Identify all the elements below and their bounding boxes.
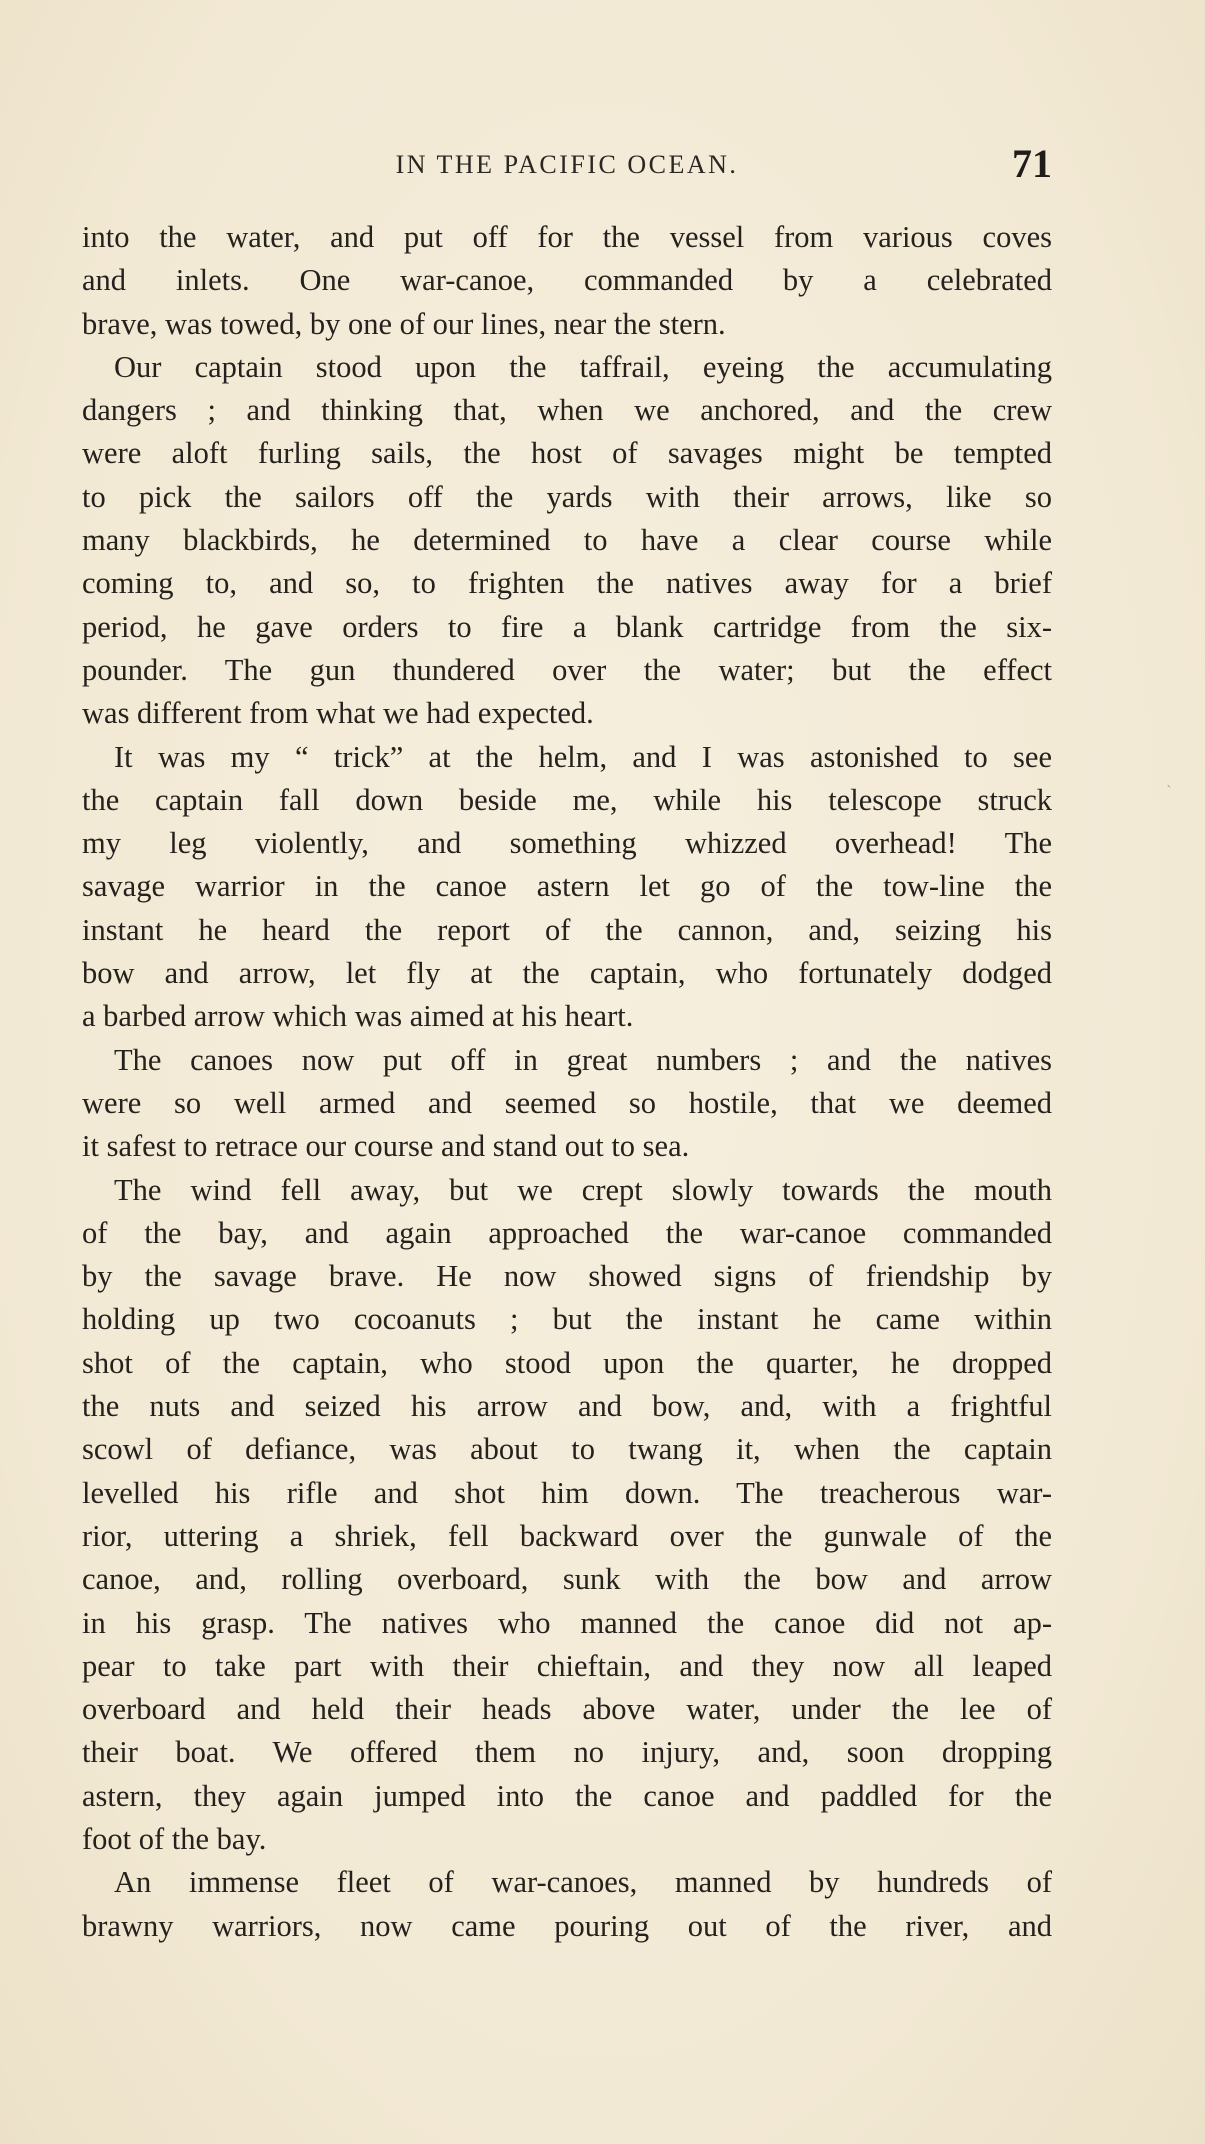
- text-line: period, he gave orders to fire a blank cartridge from the six-: [82, 609, 1052, 644]
- text-line: scowl of defiance, was about to twang it, when the captain: [82, 1432, 1052, 1467]
- text-line: the nuts and seized his arrow and bow, and, with a frightful: [82, 1389, 1052, 1424]
- text-line: were aloft furling sails, the host of savages might be tempted: [82, 436, 1052, 471]
- paragraph: [82, 346, 1052, 736]
- text-line: foot of the bay.: [82, 1821, 267, 1856]
- text-line: the captain fall down beside me, while his telescope struck: [82, 782, 1052, 817]
- text-line: into the water, and put off for the vessel from various coves: [82, 220, 1052, 254]
- text-line: pear to take part with their chieftain, and they now all leaped: [82, 1648, 1052, 1683]
- text-line: in his grasp. The natives who manned the canoe did not ap-: [82, 1605, 1052, 1640]
- paragraph: [82, 736, 1052, 1039]
- text-line: many blackbirds, he determined to have a clear course while: [82, 523, 1052, 558]
- text-line: canoe, and, rolling overboard, sunk with the bow and arrow: [82, 1562, 1052, 1597]
- text-line: The wind fell away, but we crept slowly towards the mouth: [114, 1172, 1052, 1207]
- text-line: pounder. The gun thundered over the water; but the effect: [82, 652, 1052, 687]
- text-line: An immense fleet of war-canoes, manned by hundreds of: [114, 1865, 1052, 1900]
- paragraph: [82, 1039, 1052, 1169]
- text-line: their boat. We offered them no injury, and, soon dropping: [82, 1735, 1052, 1770]
- text-line: of the bay, and again approached the war-canoe commanded: [82, 1215, 1052, 1250]
- text-line: The canoes now put off in great numbers ; and the natives: [114, 1042, 1052, 1077]
- text-line: it safest to retrace our course and stand out to sea.: [82, 1129, 690, 1164]
- text-line: a barbed arrow which was aimed at his heart.: [82, 999, 634, 1034]
- paragraph: [82, 1861, 1052, 1948]
- margin-mark: ˎ: [1166, 772, 1173, 788]
- text-line: rior, uttering a shriek, fell backward over the gunwale of the: [82, 1518, 1052, 1553]
- paragraph: [82, 216, 1052, 346]
- text-line: were so well armed and seemed so hostile, that we deemed: [82, 1085, 1052, 1120]
- text-line: savage warrior in the canoe astern let go of the tow-line the: [82, 869, 1052, 904]
- text-line: was different from what we had expected.: [82, 696, 594, 731]
- body-text: [82, 216, 1052, 1948]
- text-line: coming to, and so, to frighten the natives away for a brief: [82, 566, 1052, 601]
- text-line: instant he heard the report of the cannon, and, seizing his: [82, 912, 1052, 947]
- paragraph: [82, 1169, 1052, 1862]
- page-header: [82, 140, 1052, 190]
- text-line: bow and arrow, let fly at the captain, who fortunately dodged: [82, 956, 1052, 991]
- text-line: shot of the captain, who stood upon the quarter, he dropped: [82, 1345, 1052, 1380]
- text-line: dangers ; and thinking that, when we anchored, and the crew: [82, 393, 1052, 428]
- text-line: Our captain stood upon the taffrail, eyeing the accumulating: [114, 349, 1052, 384]
- text-line: and inlets. One war-canoe, commanded by a celebrated: [82, 263, 1052, 298]
- text-line: It was my “ trick” at the helm, and I was astonished to see: [114, 739, 1052, 774]
- text-line: brave, was towed, by one of our lines, near the stern.: [82, 306, 726, 341]
- text-line: holding up two cocoanuts ; but the instant he came within: [82, 1302, 1052, 1337]
- running-head: IN THE PACIFIC OCEAN.: [395, 150, 739, 179]
- text-line: astern, they again jumped into the canoe and paddled for the: [82, 1778, 1052, 1813]
- text-line: overboard and held their heads above water, under the lee of: [82, 1692, 1052, 1727]
- page-number: 71: [1012, 141, 1052, 186]
- text-line: brawny warriors, now came pouring out of the river, and: [82, 1908, 1052, 1943]
- text-line: my leg violently, and something whizzed overhead! The: [82, 826, 1052, 861]
- text-line: levelled his rifle and shot him down. The treacherous war-: [82, 1475, 1052, 1510]
- text-line: to pick the sailors off the yards with their arrows, like so: [82, 479, 1052, 514]
- text-line: by the savage brave. He now showed signs of friendship by: [82, 1259, 1052, 1294]
